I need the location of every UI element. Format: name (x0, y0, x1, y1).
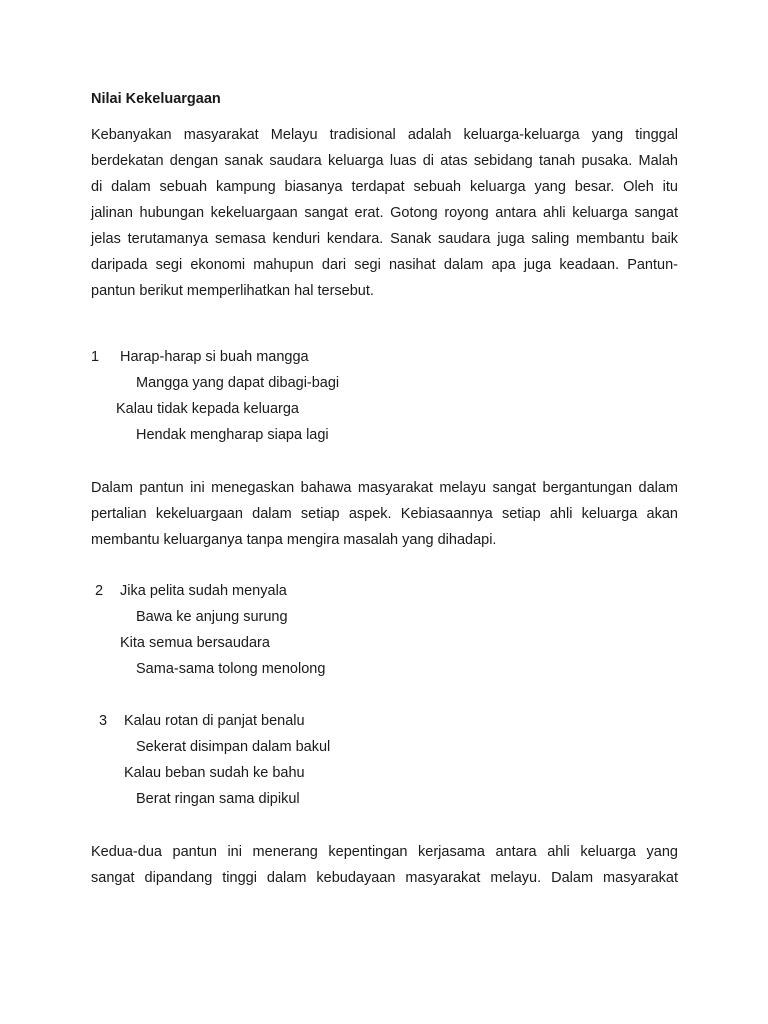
pantun-line: Mangga yang dapat dibagi-bagi (136, 375, 340, 391)
pantun-line: Hendak mengharap siapa lagi (136, 427, 329, 443)
paragraph-line: membantu keluarganya tanpa mengira masalah yang dihadapi. (91, 532, 497, 548)
pantun-line: Kalau beban sudah ke bahu (124, 765, 305, 781)
paragraph-explanation-1 (91, 475, 678, 553)
paragraph-line: sangat dipandang tinggi dalam kebudayaan masyarakat melayu. Dalam masyarakat (91, 870, 678, 886)
pantun-line: Kita semua bersaudara (120, 635, 270, 651)
paragraph-line: jelas terutamanya semasa kenduri kendara. Sanak saudara juga saling membantu baik (91, 231, 678, 247)
paragraph-line: pantun berikut memperlihatkan hal tersebut. (91, 283, 374, 299)
pantun-line: Kalau tidak kepada keluarga (116, 401, 299, 417)
paragraph-intro (91, 122, 678, 304)
paragraph-line: Dalam pantun ini menegaskan bahawa masyarakat melayu sangat bergantungan dalam (91, 480, 678, 496)
pantun-line: Sama-sama tolong menolong (136, 661, 326, 677)
pantun-line: Kalau rotan di panjat benalu (124, 713, 305, 729)
paragraph-line: jalinan hubungan kekeluargaan sangat erat. Gotong royong antara ahli keluarga sangat (91, 205, 678, 221)
pantun-line: Harap-harap si buah mangga (120, 349, 309, 365)
pantun-number: 3 (99, 713, 108, 729)
paragraph-line: di dalam sebuah kampung biasanya terdapat sebuah keluarga yang besar. Oleh itu (91, 179, 678, 195)
paragraph-explanation-2 (91, 839, 678, 891)
pantun-line: Sekerat disimpan dalam bakul (136, 739, 331, 755)
pantun-line: Berat ringan sama dipikul (136, 791, 300, 807)
pantun-number: 2 (95, 583, 104, 599)
paragraph-line: pertalian kekeluargaan dalam setiap aspek. Kebiasaannya setiap ahli keluarga akan (91, 506, 678, 522)
paragraph-line: daripada segi ekonomi mahupun dari segi nasihat dalam apa juga keadaan. Pantun- (91, 257, 678, 273)
pantun-line: Jika pelita sudah menyala (120, 583, 287, 599)
page-title: Nilai Kekeluargaan (91, 91, 221, 107)
paragraph-line: Kebanyakan masyarakat Melayu tradisional adalah keluarga-keluarga yang tinggal (91, 127, 678, 143)
pantun-number: 1 (91, 349, 100, 365)
paragraph-line: berdekatan dengan sanak saudara keluarga luas di atas sebidang tanah pusaka. Malah (91, 153, 678, 169)
pantun-line: Bawa ke anjung surung (136, 609, 288, 625)
paragraph-line: Kedua-dua pantun ini menerang kepentingan kerjasama antara ahli keluarga yang (91, 844, 678, 860)
